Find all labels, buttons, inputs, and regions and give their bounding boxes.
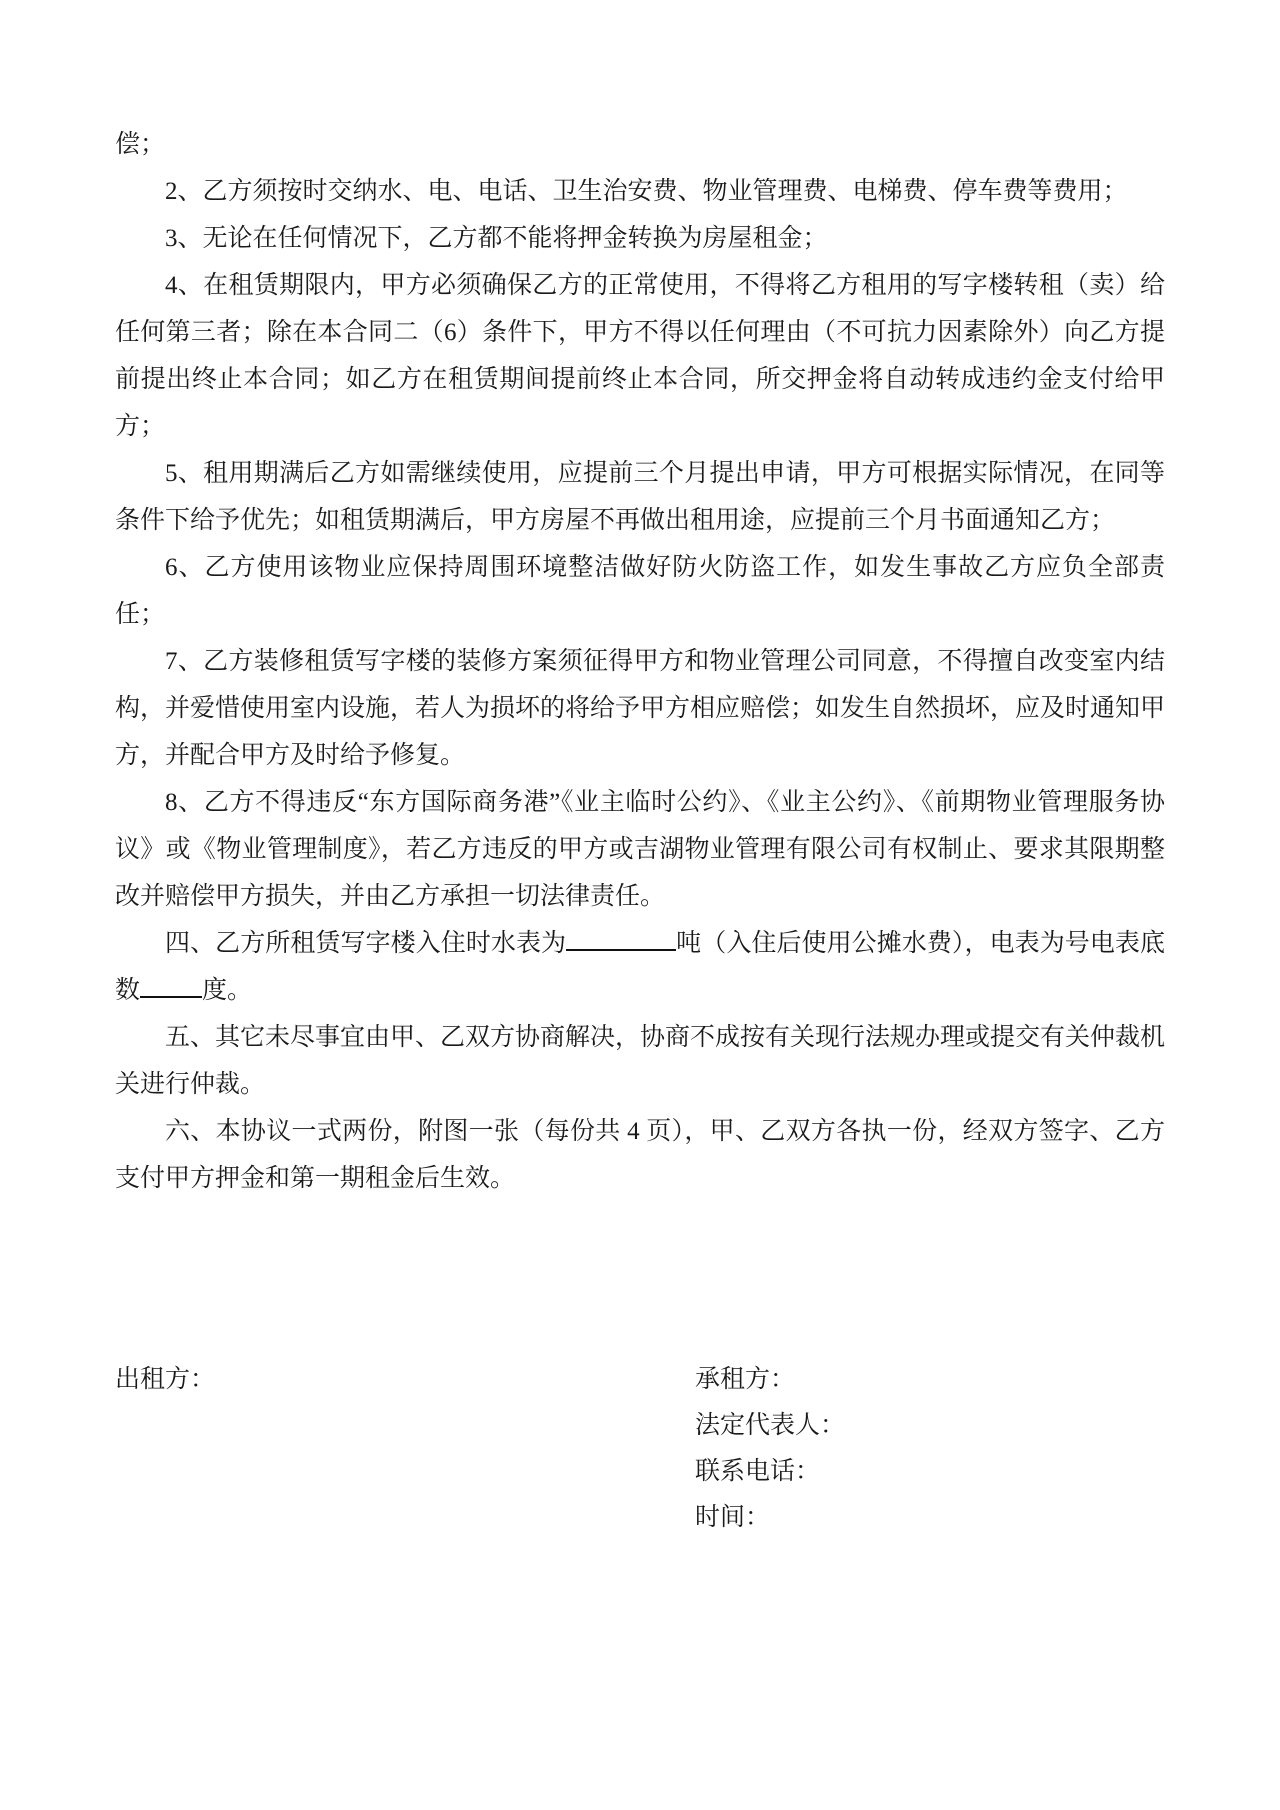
legal-rep-spacer bbox=[115, 1403, 695, 1449]
electric-meter-blank bbox=[140, 971, 202, 998]
clause-8-regulations: 8、乙方不得违反“东方国际商务港”《业主临时公约》、《业主公约》、《前期物业管理服务协议》或《物业管理制度》，若乙方违反的甲方或吉湖物业管理有限公司有权制止、要求其限期整改并赔偿甲方损失，并由乙方承担一切法律责任。 bbox=[115, 789, 1165, 910]
signature-block bbox=[115, 1357, 1165, 1541]
signature-row-phone bbox=[115, 1449, 1165, 1495]
meter-clause-text-2: 吨（入住后使用公摊水费），电表为号电表底数 bbox=[115, 930, 1165, 1004]
clause-5-renewal: 5、租用期满后乙方如需继续使用，应提前三个月提出申请，甲方可根据实际情况，在同等条件下给予优先；如租赁期满后，甲方房屋不再做出租用途，应提前三个月书面通知乙方； bbox=[115, 460, 1165, 534]
clause-3-deposit: 3、无论在任何情况下，乙方都不能将押金转换为房屋租金； bbox=[165, 225, 828, 252]
legal-representative-label: 法定代表人： bbox=[695, 1412, 846, 1439]
date-label: 时间： bbox=[695, 1504, 771, 1531]
lessor-label: 出租方： bbox=[115, 1366, 216, 1393]
signature-row-date bbox=[115, 1495, 1165, 1541]
signature-row-parties bbox=[115, 1357, 1165, 1403]
clause-continuation-line: 偿； bbox=[115, 131, 166, 158]
phone-spacer bbox=[115, 1449, 695, 1495]
signature-row-legal-rep bbox=[115, 1403, 1165, 1449]
lessee-label: 承租方： bbox=[695, 1366, 796, 1393]
clause-copies-effectiveness: 六、本协议一式两份，附图一张（每份共 4 页），甲、乙双方各执一份，经双方签字、乙方支付甲方押金和第一期租金后生效。 bbox=[115, 1118, 1165, 1192]
date-spacer bbox=[115, 1495, 695, 1541]
meter-clause-text-1: 四、乙方所租赁写字楼入住时水表为 bbox=[165, 930, 567, 957]
clause-2-fees: 2、乙方须按时交纳水、电、电话、卫生治安费、物业管理费、电梯费、停车费等费用； bbox=[165, 178, 1128, 205]
contact-phone-label: 联系电话： bbox=[695, 1458, 821, 1485]
clause-meter-readings bbox=[115, 920, 1165, 1014]
meter-clause-text-3: 度。 bbox=[202, 977, 253, 1004]
clause-4-no-sublet: 4、在租赁期限内，甲方必须确保乙方的正常使用，不得将乙方租用的写字楼转租（卖）给任何第三者；除在本合同二（6）条件下，甲方不得以任何理由（不可抗力因素除外）向乙方提前提出终止本合同；如乙方在租赁期间提前终止本合同，所交押金将自动转成违约金支付给甲方； bbox=[115, 272, 1165, 440]
water-meter-blank bbox=[566, 924, 676, 951]
clause-7-decoration: 7、乙方装修租赁写字楼的装修方案须征得甲方和物业管理公司同意，不得擅自改变室内结构，并爱惜使用室内设施，若人为损坏的将给予甲方相应赔偿；如发生自然损坏，应及时通知甲方，并配合甲方及时给予修复。 bbox=[115, 648, 1166, 769]
clause-arbitration: 五、其它未尽事宜由甲、乙双方协商解决，协商不成按有关现行法规办理或提交有关仲裁机关进行仲裁。 bbox=[115, 1024, 1166, 1098]
clause-6-safety: 6、乙方使用该物业应保持周围环境整洁做好防火防盗工作，如发生事故乙方应负全部责任； bbox=[115, 554, 1165, 628]
